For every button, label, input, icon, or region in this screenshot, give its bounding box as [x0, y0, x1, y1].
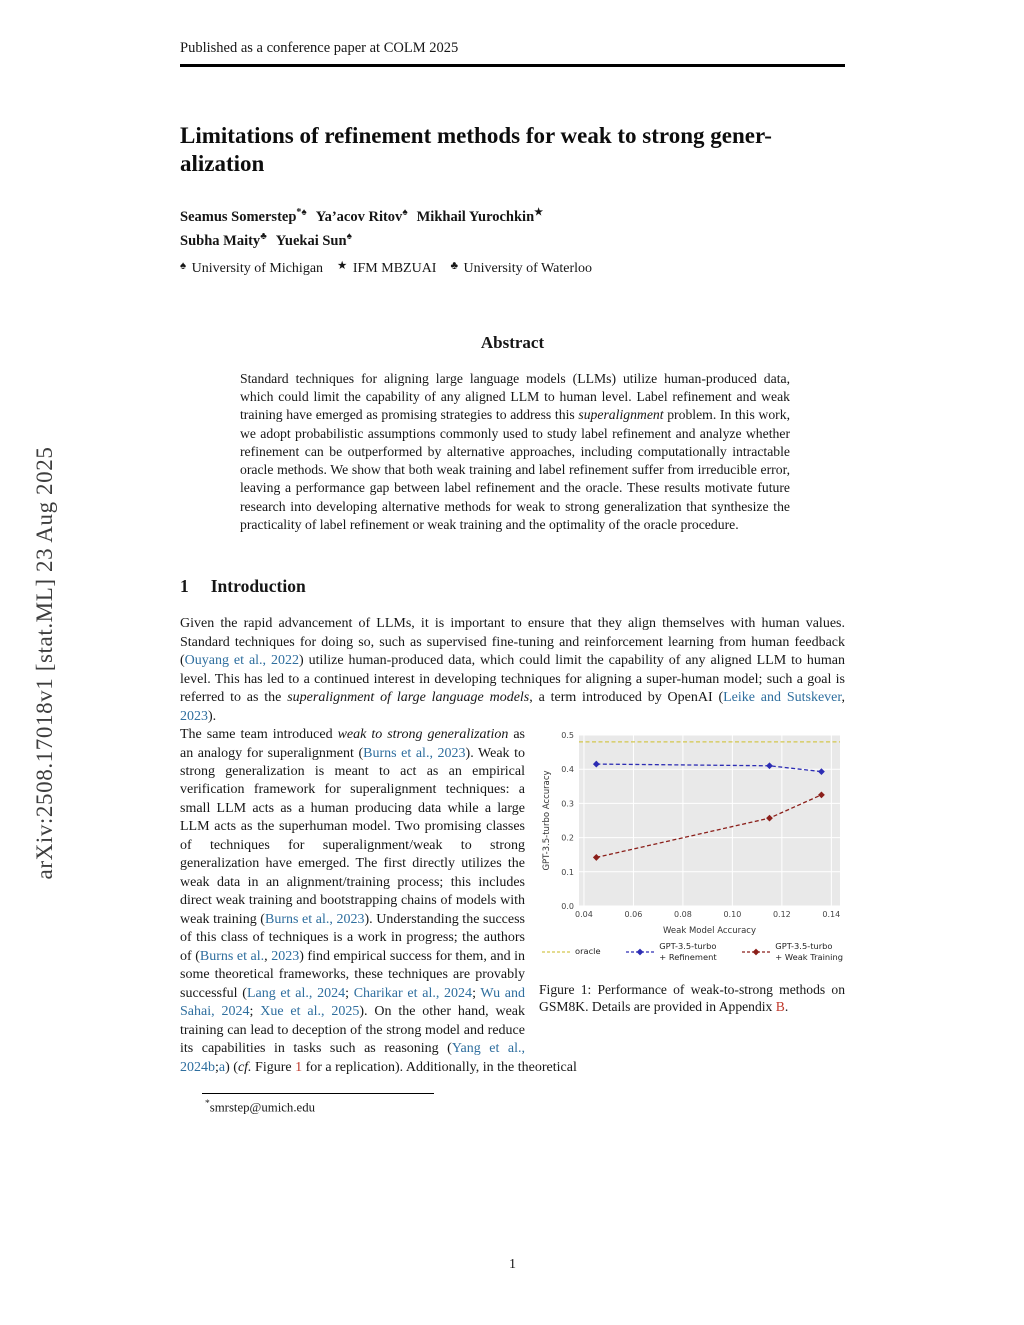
text-run: for a replication). Additionally, in the theoretical: [302, 1059, 577, 1075]
author-affiliation-marker: *♠: [296, 207, 307, 219]
conference-header: Published as a conference paper at COLM 2025: [180, 40, 459, 56]
text-run: Figure 1: Performance of weak-to-strong methods on GSM8K. Details are provided in Appendix: [539, 981, 845, 1015]
text-run: ).: [208, 708, 217, 724]
legend-item: [741, 941, 843, 963]
text-run: ). Weak to strong generalization is meant to act as an empirical verification framework for superalignment techniques: a small LLM acts as a human producing data while a large LLM acts as the superhuman model. Two promising classes of techniques for superalignment/weak to strong generalization have emerged. The first directly utilizes the weak data in an alignment/training process; this includes direct weak training and bootstrapping chains of models with weak training (: [180, 745, 526, 927]
text-run: ). Understanding the success of this class of techniques is a work in progress; the authors of (: [180, 911, 526, 964]
author-affiliation-marker: ★: [534, 207, 544, 219]
author-name: Yuekai Sun♠: [275, 231, 352, 249]
citation-link[interactable]: Burns et al.: [199, 948, 265, 964]
author-name: Ya’acov Ritov♠: [315, 207, 408, 226]
author-block: [180, 206, 845, 277]
page-content: [180, 0, 845, 1325]
author-affiliation-marker: ♠: [402, 207, 408, 219]
citation-link[interactable]: 2023: [271, 948, 300, 964]
affiliation-symbol: ♣: [450, 259, 459, 272]
abstract-heading: Abstract: [480, 332, 545, 352]
paper-title-line1: Limitations of refinement methods for weak to strong gener-: [180, 123, 772, 148]
legend-label: oracle: [575, 946, 601, 957]
text-run: weak to strong generalization: [337, 727, 509, 743]
legend-label: GPT-3.5-turbo + Refinement: [659, 941, 717, 962]
figure-1-chart: [539, 730, 845, 936]
text-run: The same team introduced: [180, 727, 338, 743]
intro-paragraph-1: [180, 615, 845, 726]
svg-text:0.2: 0.2: [561, 833, 574, 843]
citation-link[interactable]: Charikar et al., 2024: [353, 985, 473, 1001]
text-run: ;: [249, 1004, 261, 1020]
header-rule: [180, 64, 845, 67]
citation-link[interactable]: Yang et al., 2024b: [180, 1041, 525, 1075]
paragraph-figure-wrap: [180, 726, 845, 1077]
citation-link[interactable]: Xue et al., 2025: [260, 1004, 360, 1020]
text-run: problem. In this work, we adopt probabilistic assumptions commonly used to study label refinement and analyze whether refinement can be outperformed by alternative approaches, including computationally intractable oracle methods. We show that both weak training and label refinement suffer from irreducible error, leaving a performance gap between label refinement and the oracle. These results motivate future research into developing alternative methods for weak to strong generalization that synthesize the practicality of label refinement or weak training and the optimality of the oracle procedure.: [240, 407, 790, 532]
footnote-email-text: smrstep@umich.edu: [209, 1100, 316, 1115]
legend-item: [625, 941, 716, 963]
affiliation-symbol: ♠: [180, 259, 187, 272]
paper-title-line2: alization: [180, 151, 265, 177]
abstract-section: [180, 333, 845, 535]
section-title: Introduction: [210, 576, 306, 597]
text-run: Figure: [251, 1059, 296, 1075]
text-run: ) (: [225, 1059, 238, 1075]
legend-line-sample: [541, 947, 571, 957]
affiliation-symbol: ★: [337, 259, 348, 272]
legend-line-sample: [625, 947, 655, 957]
svg-text:0.10: 0.10: [723, 910, 742, 920]
svg-text:0.5: 0.5: [561, 731, 574, 741]
text-run: superalignment: [578, 407, 664, 423]
text-run: cf.: [237, 1059, 252, 1075]
svg-text:Weak Model Accuracy: Weak Model Accuracy: [663, 926, 756, 937]
figure-1-caption: [539, 981, 845, 1017]
author-line-1: [180, 206, 845, 230]
svg-text:0.3: 0.3: [561, 799, 574, 809]
affiliation: ★ IFM MBZUAI: [337, 259, 437, 276]
legend-item: [541, 946, 601, 957]
svg-text:0.0: 0.0: [561, 902, 574, 912]
author-name: Mikhail Yurochkin★: [416, 207, 544, 226]
paper-title: [180, 122, 845, 179]
svg-text:0.4: 0.4: [561, 765, 574, 775]
text-run: ;: [345, 985, 354, 1001]
text-run: superalignment of large language models: [287, 690, 530, 706]
citation-link[interactable]: a: [218, 1059, 226, 1075]
svg-text:GPT-3.5-turbo Accuracy: GPT-3.5-turbo Accuracy: [542, 770, 552, 871]
citation-link[interactable]: Burns et al., 2023: [363, 745, 466, 761]
svg-text:0.04: 0.04: [575, 910, 593, 920]
citation-link[interactable]: Lang et al., 2024: [246, 985, 346, 1001]
affiliation: ♠ University of Michigan: [180, 259, 324, 276]
text-run: Standard techniques for aligning large language models (LLMs) utilize human-produced data, which could limit the capability of any aligned LLM to human level. Label refinement and weak training have emerged as promising strategies to address this: [240, 370, 790, 423]
text-run: ) find empirical success for them, and in some theoretical frameworks, these techniques are provably successful (: [180, 948, 526, 1001]
author-name: Subha Maity♣: [180, 231, 267, 249]
svg-text:0.1: 0.1: [561, 867, 574, 877]
footnote-marker: *: [205, 1099, 210, 1110]
text-run: ) utilize human-produced data, which could limit the capability of any aligned LLM to human level. This has led to a continued interest in developing techniques for aligning a super-human model; such a goal is referred to as the: [180, 653, 846, 706]
legend-label: GPT-3.5-turbo + Weak Training: [775, 941, 843, 962]
svg-text:0.14: 0.14: [822, 910, 841, 920]
section-number: 1: [180, 576, 189, 597]
author-affiliation-marker: ♠: [346, 231, 352, 243]
svg-text:0.08: 0.08: [673, 910, 692, 920]
text-run: ;: [472, 985, 481, 1001]
text-run: , a term introduced by OpenAI (: [529, 690, 724, 706]
citation-link[interactable]: Burns et al., 2023: [264, 911, 365, 927]
page-number: 1: [509, 1257, 516, 1272]
figure-1-legend: [539, 941, 845, 963]
arxiv-watermark: arXiv:2508.17018v1 [stat.ML] 23 Aug 2025: [32, 446, 57, 880]
text-run: ;: [215, 1059, 219, 1075]
svg-text:0.06: 0.06: [624, 910, 643, 920]
author-affiliation-marker: ♣: [260, 231, 267, 243]
footnote-rule: [202, 1093, 434, 1095]
author-line-2: [180, 229, 845, 253]
affiliation-line: [180, 258, 845, 277]
svg-text:0.12: 0.12: [772, 910, 791, 920]
cross-reference-link[interactable]: 1: [295, 1059, 303, 1075]
section-heading-introduction: [180, 576, 845, 597]
figure-1: [539, 730, 845, 1016]
text-run: ,: [264, 948, 272, 964]
legend-line-sample: [741, 947, 771, 957]
citation-link[interactable]: 2023: [180, 708, 208, 724]
citation-link[interactable]: Leike and Sutskever: [723, 690, 842, 706]
text-run: as an analogy for superalignment (: [180, 727, 525, 761]
text-run: ,: [841, 690, 845, 706]
citation-link[interactable]: Ouyang et al., 2022: [184, 653, 299, 669]
cross-reference-link[interactable]: B: [775, 999, 785, 1015]
text-run: ). On the other hand, weak training can lead to deception of the strong model and reduce its capabilities in tasks such as reasoning (: [180, 1004, 526, 1057]
text-run: .: [784, 999, 789, 1015]
author-name: Seamus Somerstep*♠: [180, 207, 307, 226]
text-run: Given the rapid advancement of LLMs, it is important to ensure that they align themselves with human values. Standard techniques for doing so, such as supervised fine-tuning and reinforcement learning from human feedback (: [180, 616, 845, 669]
abstract-text: [240, 370, 790, 535]
citation-link[interactable]: Wu and Sahai, 2024: [180, 985, 526, 1020]
footnote-email: [205, 1099, 845, 1115]
affiliation: ♣ University of Waterloo: [450, 259, 592, 276]
